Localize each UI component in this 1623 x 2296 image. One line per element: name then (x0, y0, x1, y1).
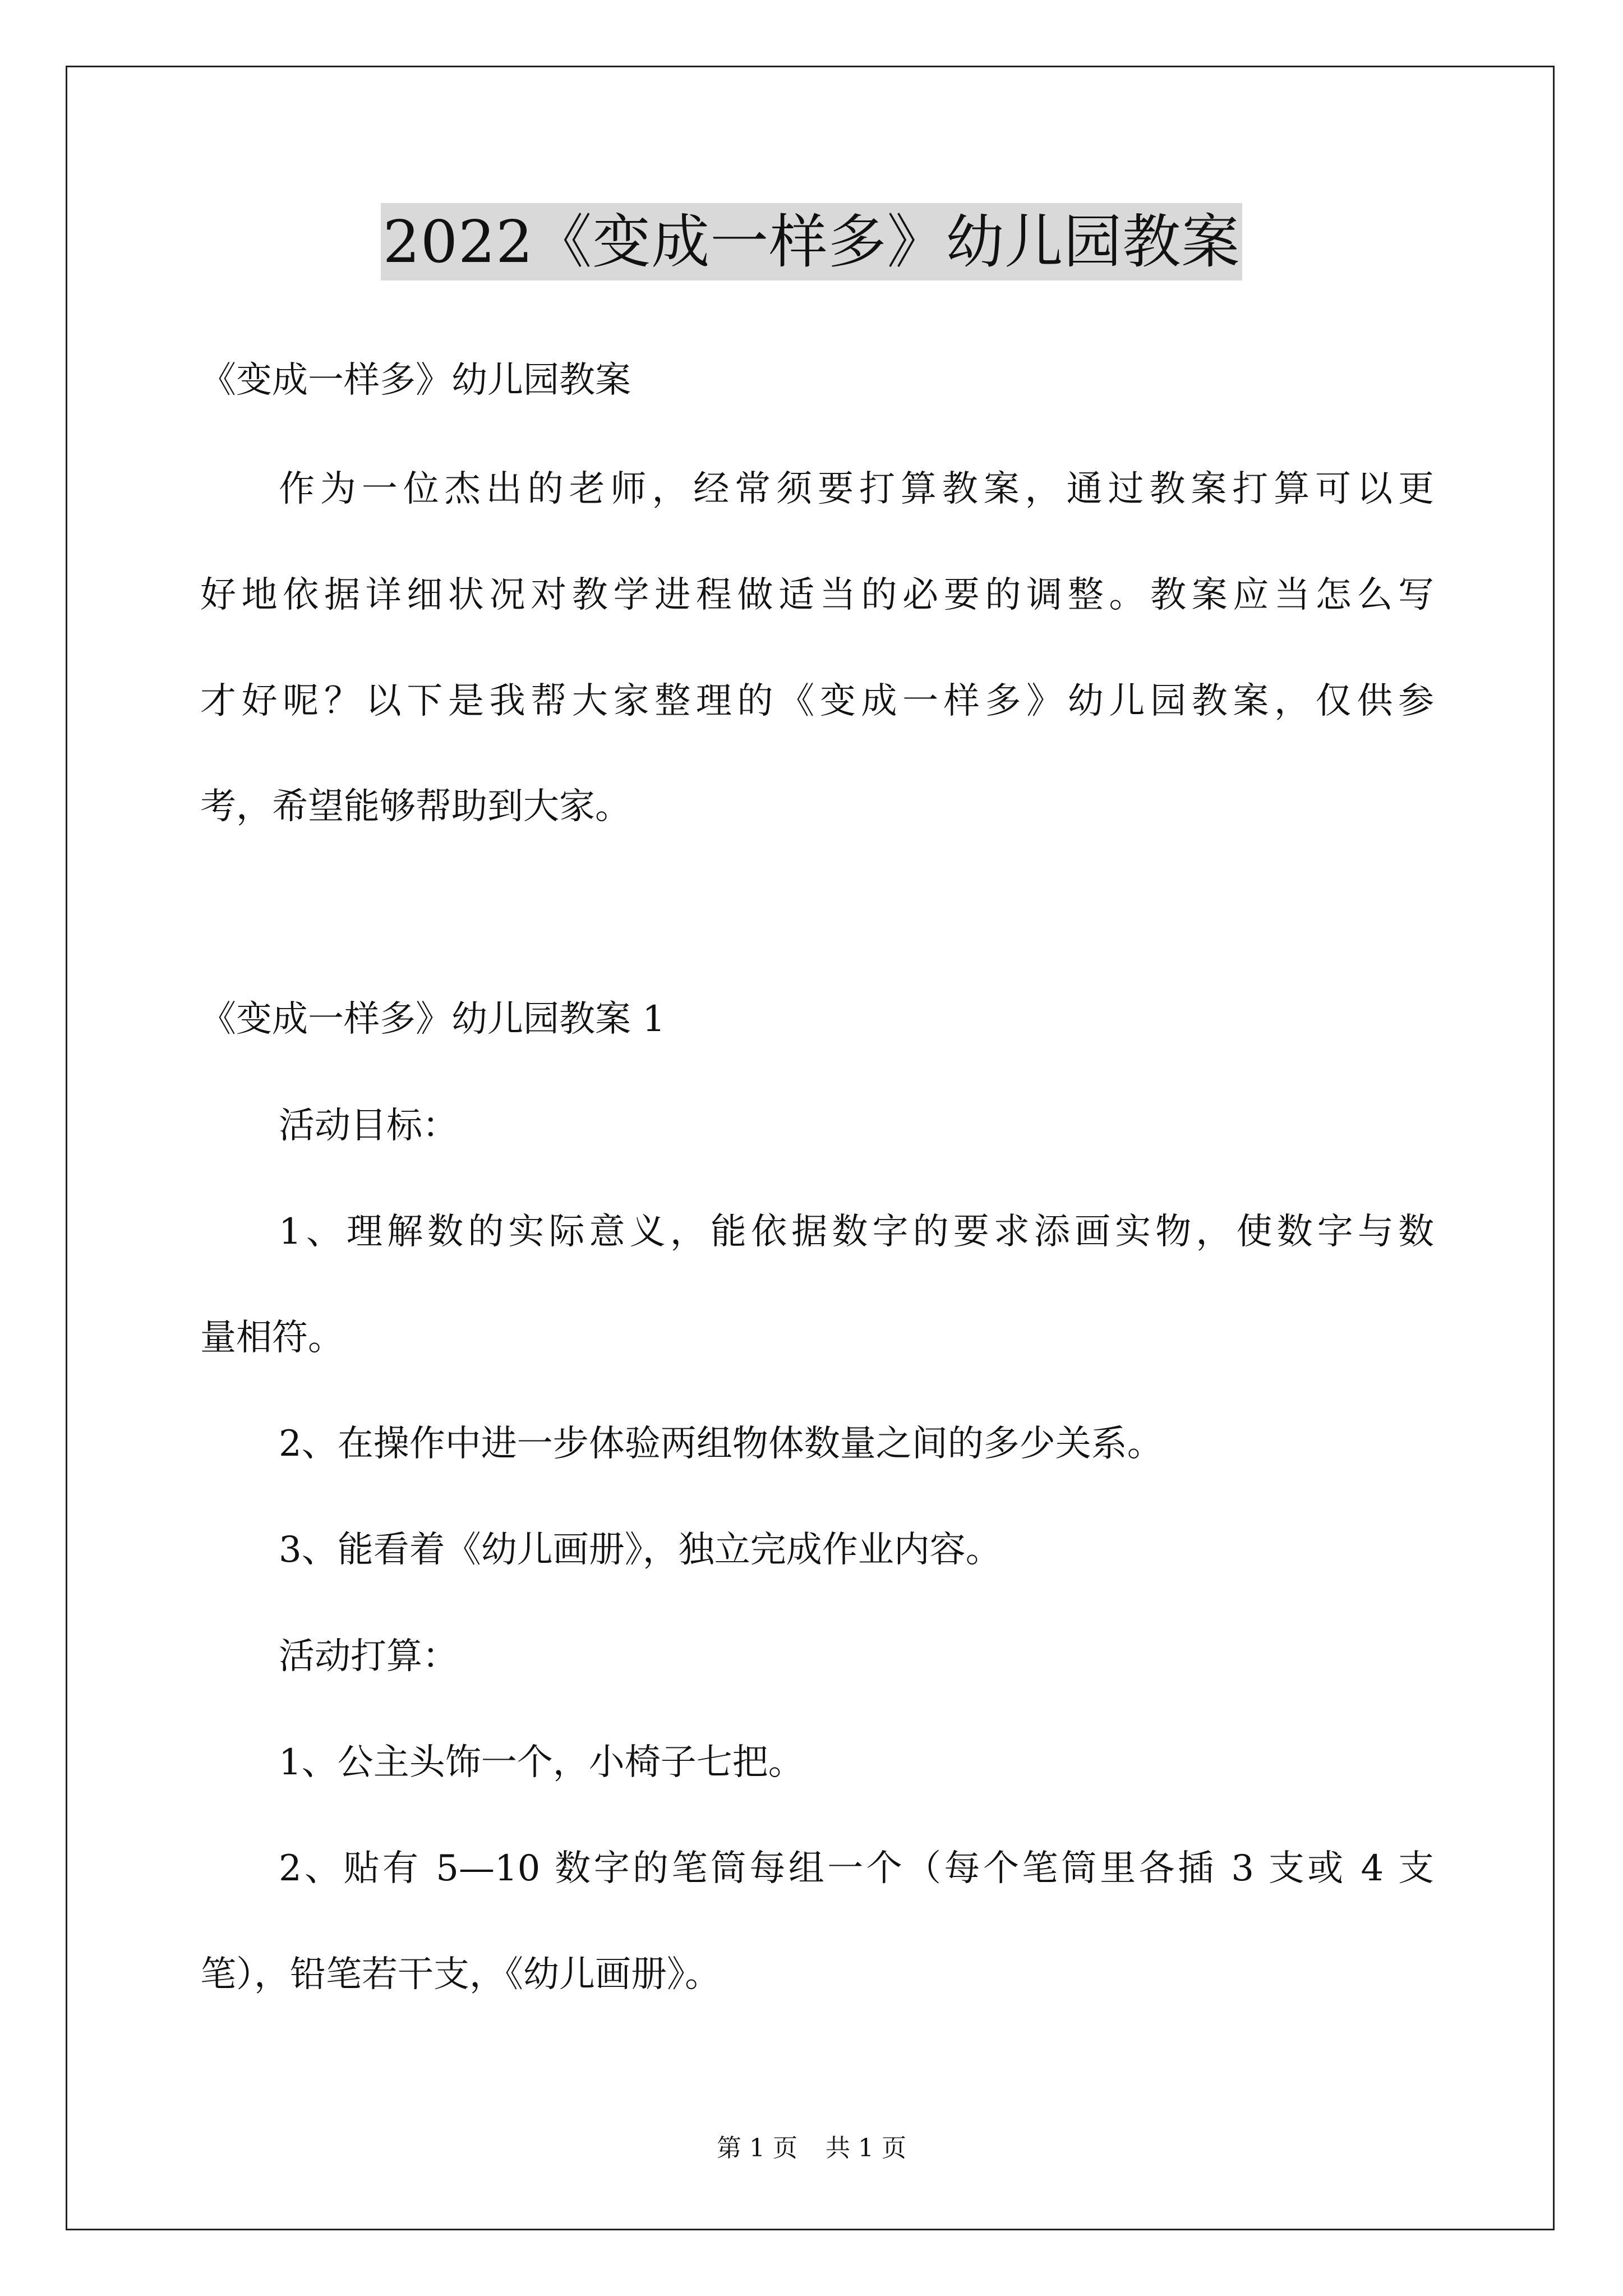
goals-heading: 活动目标： (279, 1105, 458, 1147)
section-title: 《变成一样多》幼儿园教案 1 (200, 999, 666, 1040)
goal-1-line-1: 1、理解数的实际意义，能依据数字的要求添画实物，使数字与数 (279, 1211, 1434, 1253)
goal-2: 2、在操作中进一步体验两组物体数量之间的多少关系。 (279, 1423, 1163, 1465)
prep-2-line-1: 2、贴有 5—10 数字的笔筒每组一个（每个笔筒里各插 3 支或 4 支 (279, 1848, 1434, 1889)
prep-2-line-2: 笔），铅笔若干支，《幼儿画册》。 (200, 1954, 721, 1995)
prep-heading: 活动打算： (279, 1636, 458, 1677)
document-subtitle: 《变成一样多》幼儿园教案 (200, 360, 631, 401)
document-title: 2022《变成一样多》幼儿园教案 (381, 203, 1243, 280)
goal-3: 3、能看着《幼儿画册》，独立完成作业内容。 (279, 1529, 1002, 1571)
intro-line-2: 好地依据详细状况对教学进程做适当的必要的调整。教案应当怎么写 (200, 574, 1434, 616)
page-footer (0, 2132, 1623, 2165)
intro-line-3: 才好呢？以下是我帮大家整理的《变成一样多》幼儿园教案，仅供参 (200, 680, 1434, 722)
goal-1-line-2: 量相符。 (200, 1317, 344, 1359)
page-total: 共 1 页 (826, 2134, 906, 2162)
prep-1: 1、公主头饰一个，小椅子七把。 (279, 1742, 804, 1783)
intro-line-4: 考，希望能够帮助到大家。 (200, 786, 631, 827)
title-container (0, 203, 1623, 280)
intro-line-1: 作为一位杰出的老师，经常须要打算教案，通过教案打算可以更 (279, 468, 1434, 510)
page-number: 第 1 页 (717, 2134, 797, 2162)
